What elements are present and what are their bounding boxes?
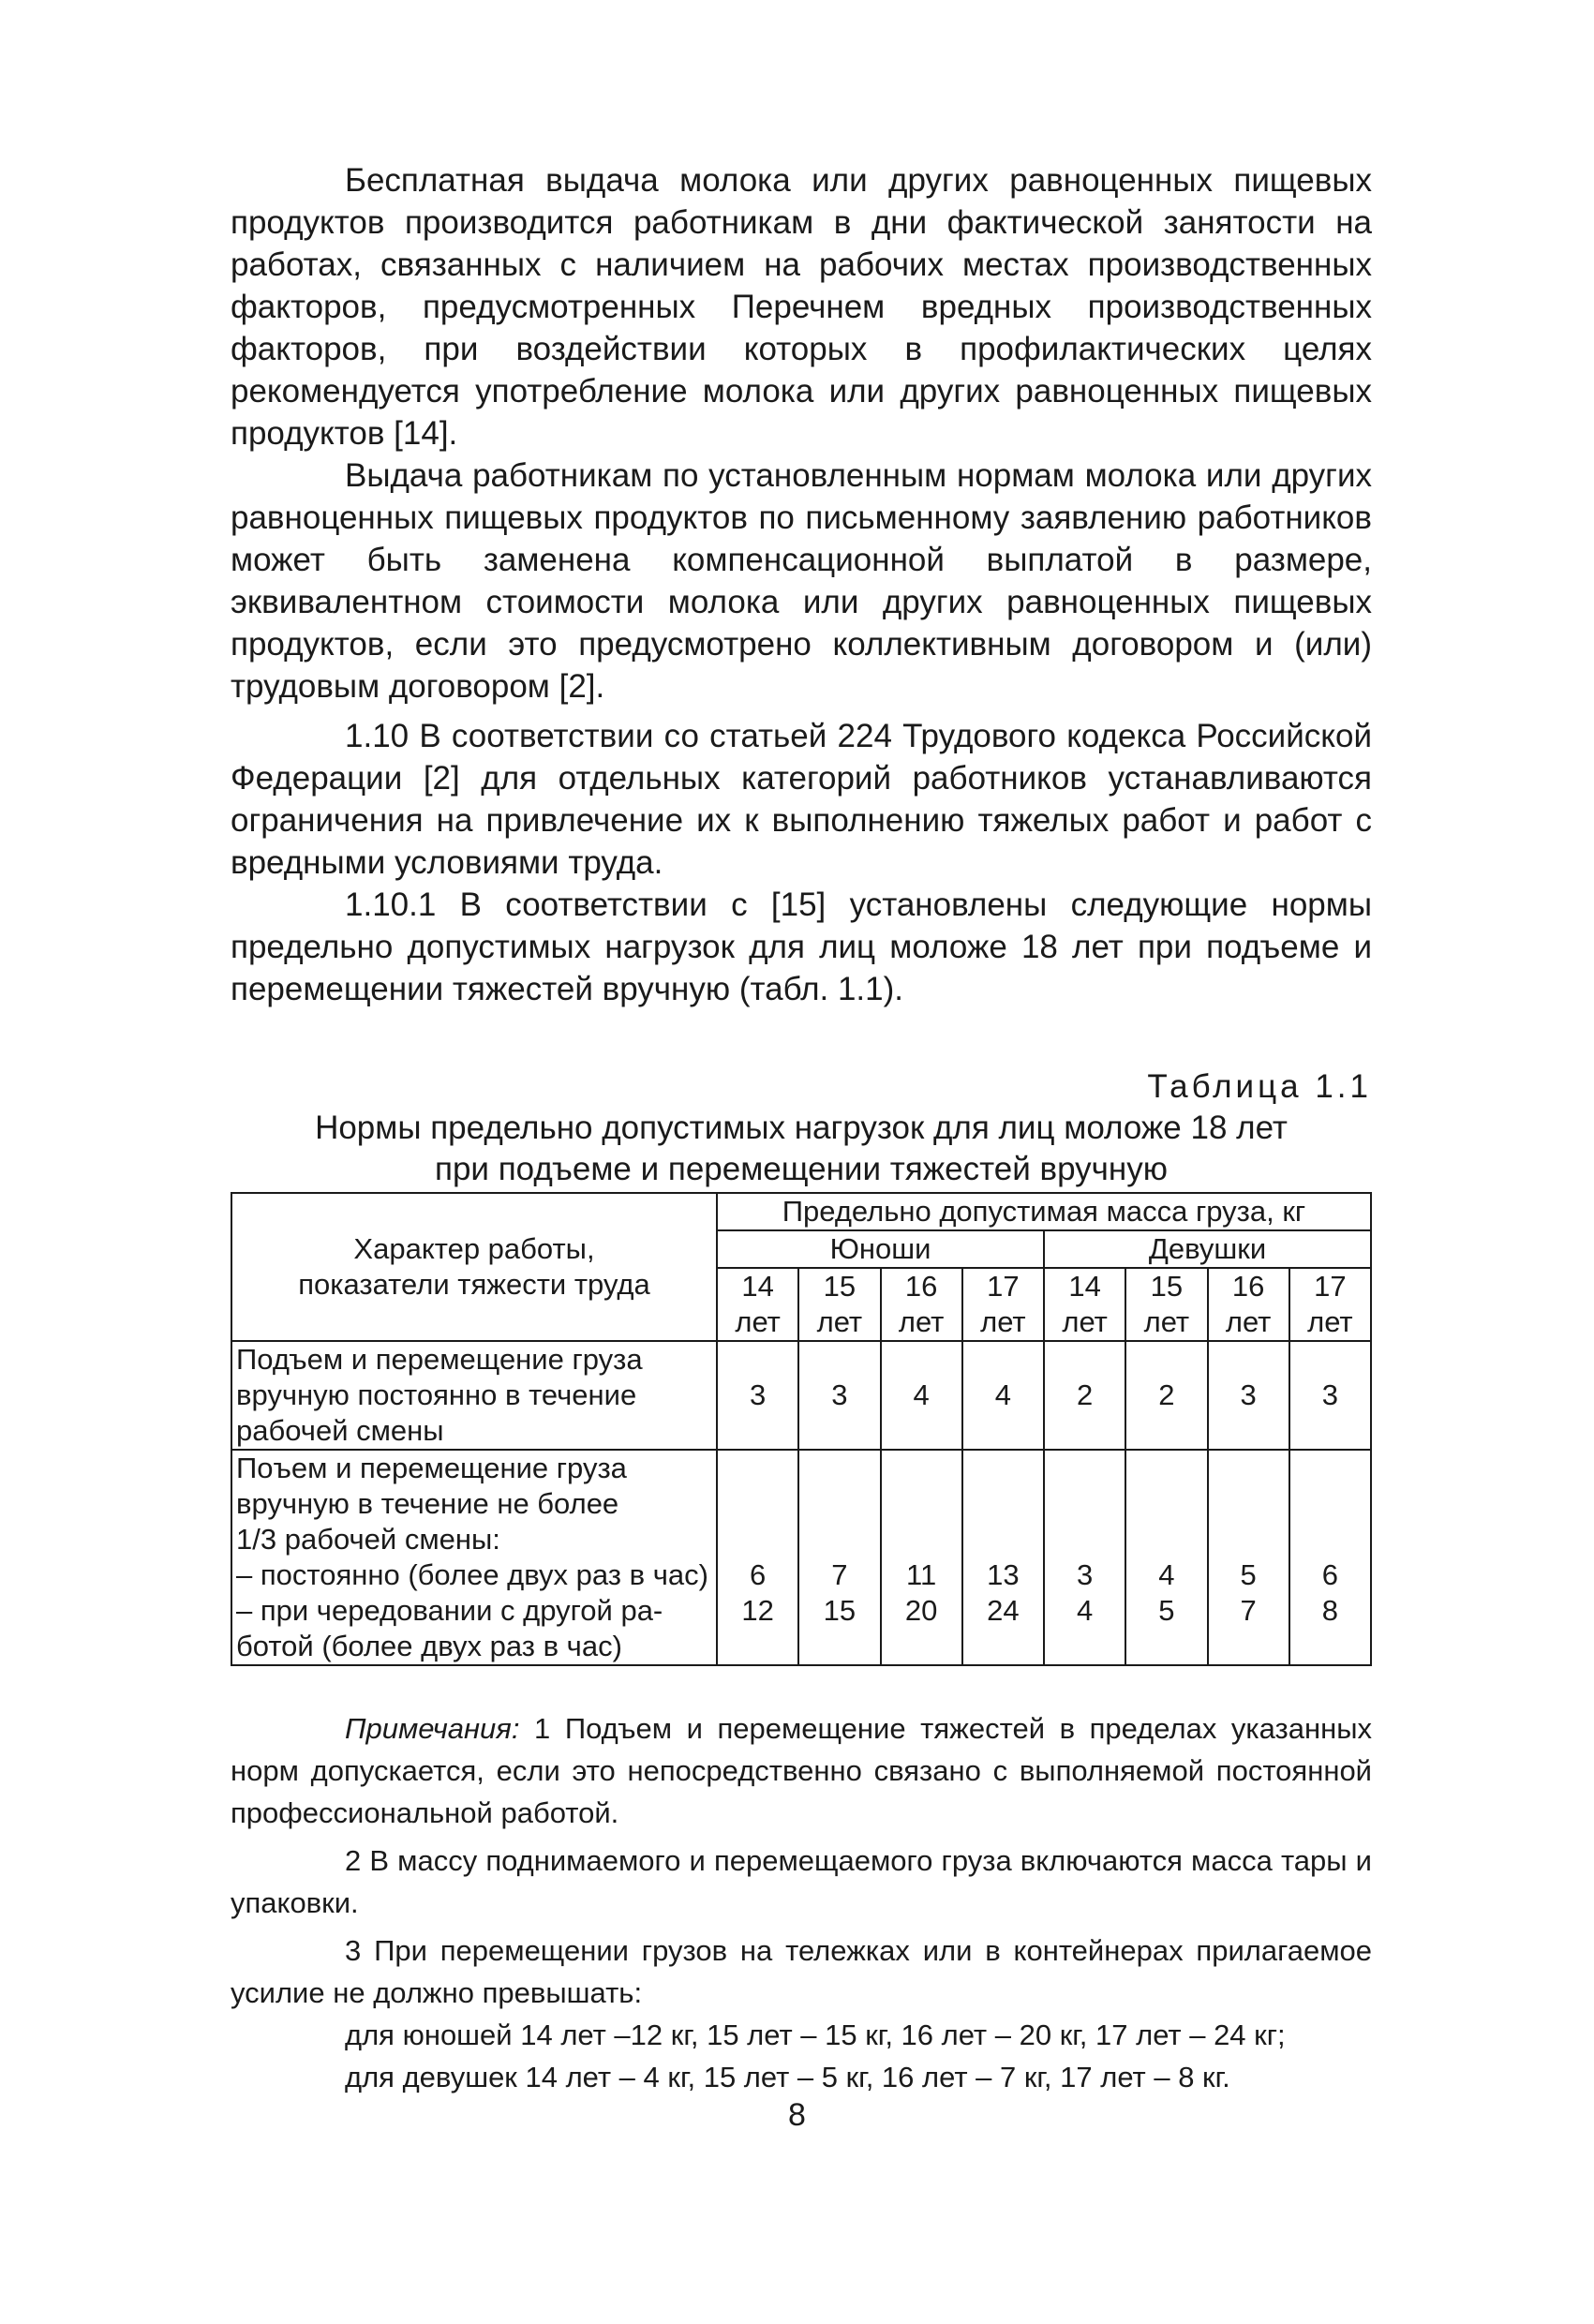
row2-values xyxy=(1125,1450,1207,1665)
row2-value-a: 13 xyxy=(987,1558,1020,1591)
table-caption: Таблица 1.1 xyxy=(1147,1068,1372,1105)
header-work-type-line2: показатели тяжести труда xyxy=(298,1268,650,1301)
row2-desc-line: 1/3 рабочей смены: xyxy=(236,1523,500,1556)
age-unit: лет xyxy=(717,1304,798,1341)
table-title-line2: при подъеме и перемещении тяжестей вручную xyxy=(435,1151,1168,1187)
row2-value-a: 5 xyxy=(1240,1558,1257,1591)
paragraph-free-milk: Бесплатная выдача молока или других равноценных пищевых продуктов производится работникам в дни фактической занятости на работах, связанных с наличием на рабочих местах производственных факторов, предусмотренных Перечнем вредных производственных факторов, при воздействии которых в профилактических целях рекомендуется употребление молока или других равноценных пищевых продуктов [14]. xyxy=(231,162,1372,452)
note-3-girls: для девушек 14 лет – 4 кг, 15 лет – 5 кг, 16 лет – 7 кг, 17 лет – 8 кг. xyxy=(345,2061,1230,2093)
age-cell: 17 xyxy=(962,1268,1044,1304)
header-max-weight: Предельно допустимая масса груза, кг xyxy=(717,1193,1371,1230)
row2-desc-line: – постоянно (более двух раз в час) xyxy=(236,1558,708,1591)
age-cell: 15 xyxy=(798,1268,880,1304)
age-cell: 15 xyxy=(1125,1268,1207,1304)
row2-desc-line: ботой (более двух раз в час) xyxy=(236,1630,622,1662)
paragraph-compensation: Выдача работникам по установленным нормам молока или других равноценных пищевых продуктов по письменному заявлению работников может быть заменена компенсационной выплатой в размере, эквивалентном стоимости молока или других равноценных пищевых продуктов, если это предусмотрено коллективным договором и (или) трудовым договором [2]. xyxy=(231,457,1372,705)
row2-value-b: 7 xyxy=(1240,1594,1257,1627)
age-unit: лет xyxy=(1289,1304,1371,1341)
row1-desc-line: вручную постоянно в течение xyxy=(236,1378,637,1411)
row2-value-a: 6 xyxy=(1321,1558,1338,1591)
age-cell: 14 xyxy=(717,1268,798,1304)
row1-value: 2 xyxy=(1125,1341,1207,1450)
row2-values xyxy=(1208,1450,1289,1665)
row2-value-a: 7 xyxy=(831,1558,848,1591)
header-work-type xyxy=(231,1193,717,1341)
age-cell: 16 xyxy=(881,1268,962,1304)
age-unit: лет xyxy=(798,1304,880,1341)
row2-values xyxy=(1289,1450,1371,1665)
row1-desc-line: Подъем и перемещение груза xyxy=(236,1343,643,1376)
row1-value: 3 xyxy=(798,1341,880,1450)
row2-value-b: 12 xyxy=(741,1594,774,1627)
row2-value-b: 5 xyxy=(1158,1594,1175,1627)
table-header-row xyxy=(231,1193,1371,1230)
note-3: 3 При перемещении грузов на тележках или в контейнерах прилагаемое усилие не должно превышать: xyxy=(231,1934,1372,2009)
header-work-type-line1: Характер работы, xyxy=(353,1232,595,1265)
row2-desc-line: Поъем и перемещение груза xyxy=(236,1452,627,1484)
row1-value: 2 xyxy=(1044,1341,1125,1450)
age-cell: 16 xyxy=(1208,1268,1289,1304)
note-2: 2 В массу поднимаемого и перемещаемого груза включаются масса тары и упаковки. xyxy=(231,1844,1372,1919)
row2-value-a: 3 xyxy=(1077,1558,1094,1591)
row2-values xyxy=(798,1450,880,1665)
row2-values xyxy=(962,1450,1044,1665)
row2-desc-line: вручную в течение не более xyxy=(236,1487,619,1520)
row2-values xyxy=(881,1450,962,1665)
row1-value: 3 xyxy=(1289,1341,1371,1450)
row1-desc-line: рабочей смены xyxy=(236,1414,444,1447)
row2-desc-line: – при чередовании с другой ра- xyxy=(236,1594,663,1627)
row1-value: 4 xyxy=(881,1341,962,1450)
table-title-line1: Нормы предельно допустимых нагрузок для лиц моложе 18 лет xyxy=(315,1110,1288,1146)
table-row xyxy=(231,1450,1371,1665)
row2-description xyxy=(231,1450,717,1665)
notes-label: Примечания: xyxy=(345,1712,520,1745)
row2-value-b: 15 xyxy=(823,1594,857,1627)
row2-values xyxy=(1044,1450,1125,1665)
row2-value-b: 4 xyxy=(1077,1594,1094,1627)
age-cell: 17 xyxy=(1289,1268,1371,1304)
age-unit: лет xyxy=(962,1304,1044,1341)
header-boys: Юноши xyxy=(717,1230,1044,1268)
row2-value-b: 8 xyxy=(1321,1594,1338,1627)
paragraph-norms: 1.10.1 В соответствии с [15] установлены следующие нормы предельно допустимых нагрузок для лиц моложе 18 лет при подъеме и перемещении тяжестей вручную (табл. 1.1). xyxy=(231,886,1372,1007)
age-unit: лет xyxy=(1044,1304,1125,1341)
page-content xyxy=(231,159,1372,2098)
row2-value-b: 24 xyxy=(987,1594,1020,1627)
row2-values xyxy=(717,1450,798,1665)
table-row xyxy=(231,1341,1371,1450)
row1-value: 3 xyxy=(1208,1341,1289,1450)
row2-value-a: 6 xyxy=(750,1558,767,1591)
row1-value: 3 xyxy=(717,1341,798,1450)
header-girls: Девушки xyxy=(1044,1230,1371,1268)
note-3-boys: для юношей 14 лет –12 кг, 15 лет – 15 кг, 16 лет – 20 кг, 17 лет – 24 кг; xyxy=(345,2019,1286,2051)
paragraph-labor-code: 1.10 В соответствии со статьей 224 Трудового кодекса Российской Федерации [2] для отдельных категорий работников устанавливаются ограничения на привлечение их к выполнению тяжелых работ и работ с вредными условиями труда. xyxy=(231,718,1372,881)
row2-value-a: 4 xyxy=(1158,1558,1175,1591)
age-unit: лет xyxy=(881,1304,962,1341)
table-notes xyxy=(231,1707,1372,2098)
age-cell: 14 xyxy=(1044,1268,1125,1304)
row2-value-a: 11 xyxy=(906,1558,937,1591)
age-unit: лет xyxy=(1125,1304,1207,1341)
row1-description xyxy=(231,1341,717,1450)
row1-value: 4 xyxy=(962,1341,1044,1450)
age-unit: лет xyxy=(1208,1304,1289,1341)
norms-table xyxy=(231,1192,1372,1666)
page-number: 8 xyxy=(788,2097,806,2133)
row2-value-b: 20 xyxy=(904,1594,938,1627)
note-1 xyxy=(231,1707,1372,1834)
note-1-text: 1 Подъем и перемещение тяжестей в пределах указанных норм допускается, если это непосредственно связано с выполняемой постоянной профессиональной работой. xyxy=(231,1712,1372,1829)
